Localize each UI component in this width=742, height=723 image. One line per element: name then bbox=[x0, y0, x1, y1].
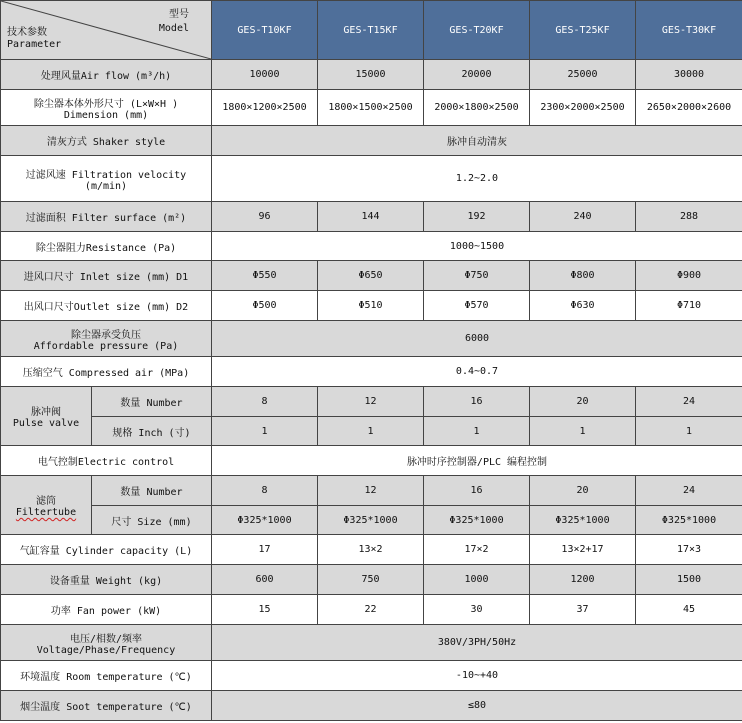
cell-value: 30000 bbox=[636, 60, 742, 90]
cell-value: -10~+40 bbox=[212, 661, 742, 691]
cell-value: 12 bbox=[318, 476, 424, 506]
row-label: 烟尘温度 Soot temperature (℃) bbox=[1, 691, 212, 721]
cell-value: 20000 bbox=[424, 60, 530, 90]
cell-value: 2650×2000×2600 bbox=[636, 90, 742, 126]
model-header: GES-T15KF bbox=[318, 1, 424, 60]
row-label-line: 电压/相数/频率 bbox=[69, 633, 143, 645]
cell-value: 16 bbox=[424, 476, 530, 506]
row-label: 过滤面积 Filter surface (m²) bbox=[1, 202, 212, 232]
group-label-line: Filtertube bbox=[15, 507, 77, 518]
model-header: GES-T30KF bbox=[636, 1, 742, 60]
row-voltage bbox=[1, 625, 742, 661]
row-label bbox=[1, 156, 212, 202]
row-resistance bbox=[1, 232, 742, 261]
cell-value: 240 bbox=[530, 202, 636, 232]
row-label-line: 除尘器承受负压 bbox=[71, 329, 141, 341]
row-label: 处理风量Air flow (m³/h) bbox=[1, 60, 212, 90]
cell-value: 25000 bbox=[530, 60, 636, 90]
row-label-line: Affordable pressure (Pa) bbox=[33, 340, 179, 352]
cell-value: 6000 bbox=[212, 321, 742, 357]
row-cylinder bbox=[1, 535, 742, 565]
cell-value: 17×2 bbox=[424, 535, 530, 565]
cell-value: 192 bbox=[424, 202, 530, 232]
row-room-temp bbox=[1, 661, 742, 691]
cell-value: Φ325*1000 bbox=[212, 506, 318, 535]
cell-value: 1 bbox=[424, 417, 530, 446]
cell-value: 8 bbox=[212, 387, 318, 417]
cell-value: 12 bbox=[318, 387, 424, 417]
row-airflow bbox=[1, 60, 742, 90]
cell-value: Φ800 bbox=[530, 261, 636, 291]
cell-value: 17 bbox=[212, 535, 318, 565]
row-label bbox=[1, 90, 212, 126]
group-label-pulse-valve bbox=[1, 387, 92, 446]
cell-value: 1800×1200×2500 bbox=[212, 90, 318, 126]
row-inlet bbox=[1, 261, 742, 291]
row-compressed-air bbox=[1, 357, 742, 387]
cell-value: 20 bbox=[530, 476, 636, 506]
cell-value: Φ710 bbox=[636, 291, 742, 321]
cell-value: 96 bbox=[212, 202, 318, 232]
parameter-label-en: Parameter bbox=[7, 39, 62, 50]
cell-value: 1 bbox=[318, 417, 424, 446]
cell-value: 脉冲时序控制器/PLC 编程控制 bbox=[212, 446, 742, 476]
corner-cell bbox=[1, 1, 212, 60]
row-outlet bbox=[1, 291, 742, 321]
row-label: 出风口尺寸Outlet size (mm) D2 bbox=[1, 291, 212, 321]
cell-value: Φ500 bbox=[212, 291, 318, 321]
row-label: 设备重量 Weight (kg) bbox=[1, 565, 212, 595]
cell-value: Φ325*1000 bbox=[636, 506, 742, 535]
row-label: 进风口尺寸 Inlet size (mm) D1 bbox=[1, 261, 212, 291]
row-label: 尺寸 Size (mm) bbox=[92, 506, 212, 535]
cell-value: 600 bbox=[212, 565, 318, 595]
row-shaker bbox=[1, 126, 742, 156]
group-label-line: Pulse valve bbox=[12, 418, 80, 429]
cell-value: Φ325*1000 bbox=[530, 506, 636, 535]
cell-value: Φ325*1000 bbox=[424, 506, 530, 535]
group-label-filtertube bbox=[1, 476, 92, 535]
model-header: GES-T10KF bbox=[212, 1, 318, 60]
cell-value: 13×2 bbox=[318, 535, 424, 565]
cell-value: 1.2~2.0 bbox=[212, 156, 742, 202]
row-filtration-velocity bbox=[1, 156, 742, 202]
cell-value: 1000~1500 bbox=[212, 232, 742, 261]
cell-value: 15000 bbox=[318, 60, 424, 90]
cell-value: 脉冲自动清灰 bbox=[212, 126, 742, 156]
row-filter-surface bbox=[1, 202, 742, 232]
cell-value: 1 bbox=[636, 417, 742, 446]
cell-value: 1 bbox=[212, 417, 318, 446]
cell-value: 0.4~0.7 bbox=[212, 357, 742, 387]
model-header: GES-T25KF bbox=[530, 1, 636, 60]
cell-value: 144 bbox=[318, 202, 424, 232]
cell-value: 13×2+17 bbox=[530, 535, 636, 565]
row-filtertube-number bbox=[1, 476, 742, 506]
cell-value: Φ750 bbox=[424, 261, 530, 291]
row-label bbox=[1, 625, 212, 661]
cell-value: 22 bbox=[318, 595, 424, 625]
row-label-line: Dimension (mm) bbox=[63, 109, 149, 121]
cell-value: 17×3 bbox=[636, 535, 742, 565]
cell-value: 24 bbox=[636, 476, 742, 506]
cell-value: 15 bbox=[212, 595, 318, 625]
group-label-line: 滤筒 bbox=[36, 496, 56, 507]
cell-value: 45 bbox=[636, 595, 742, 625]
cell-value: 1500 bbox=[636, 565, 742, 595]
cell-value: 288 bbox=[636, 202, 742, 232]
model-label-en: Model bbox=[158, 23, 189, 34]
row-label-line: Voltage/Phase/Frequency bbox=[36, 644, 176, 656]
group-label-line: 脉冲阀 bbox=[31, 407, 61, 418]
cell-value: Φ510 bbox=[318, 291, 424, 321]
row-label: 数量 Number bbox=[92, 476, 212, 506]
cell-value: 20 bbox=[530, 387, 636, 417]
cell-value: 1200 bbox=[530, 565, 636, 595]
row-label-line: 除尘器本体外形尺寸 (L×W×H ) bbox=[33, 98, 179, 110]
cell-value: Φ630 bbox=[530, 291, 636, 321]
cell-value: ≤80 bbox=[212, 691, 742, 721]
row-electric bbox=[1, 446, 742, 476]
cell-value: 8 bbox=[212, 476, 318, 506]
cell-value: Φ325*1000 bbox=[318, 506, 424, 535]
cell-value: Φ900 bbox=[636, 261, 742, 291]
row-pressure bbox=[1, 321, 742, 357]
cell-value: Φ550 bbox=[212, 261, 318, 291]
row-label: 压缩空气 Compressed air (MPa) bbox=[1, 357, 212, 387]
row-dimension bbox=[1, 90, 742, 126]
cell-value: 1 bbox=[530, 417, 636, 446]
model-header: GES-T20KF bbox=[424, 1, 530, 60]
cell-value: 2300×2000×2500 bbox=[530, 90, 636, 126]
cell-value: 16 bbox=[424, 387, 530, 417]
row-label: 环境温度 Room temperature (℃) bbox=[1, 661, 212, 691]
cell-value: 2000×1800×2500 bbox=[424, 90, 530, 126]
row-label: 电气控制Electric control bbox=[1, 446, 212, 476]
cell-value: 1800×1500×2500 bbox=[318, 90, 424, 126]
cell-value: 380V/3PH/50Hz bbox=[212, 625, 742, 661]
model-label-cn: 型号 bbox=[169, 9, 189, 20]
row-fan-power bbox=[1, 595, 742, 625]
cell-value: 37 bbox=[530, 595, 636, 625]
row-label: 数量 Number bbox=[92, 387, 212, 417]
row-label-line: 过滤风速 Filtration velocity bbox=[25, 169, 187, 181]
cell-value: 30 bbox=[424, 595, 530, 625]
row-label: 清灰方式 Shaker style bbox=[1, 126, 212, 156]
row-pulse-valve-number bbox=[1, 387, 742, 417]
row-weight bbox=[1, 565, 742, 595]
row-pulse-valve-spec bbox=[1, 417, 742, 446]
row-label: 功率 Fan power (kW) bbox=[1, 595, 212, 625]
row-soot-temp bbox=[1, 691, 742, 721]
parameter-label-cn: 技术参数 bbox=[7, 27, 47, 38]
header-row bbox=[1, 1, 742, 60]
cell-value: 750 bbox=[318, 565, 424, 595]
cell-value: 24 bbox=[636, 387, 742, 417]
cell-value: Φ570 bbox=[424, 291, 530, 321]
row-filtertube-size bbox=[1, 506, 742, 535]
row-label: 规格 Inch (寸) bbox=[92, 417, 212, 446]
row-label-line: (m/min) bbox=[84, 180, 128, 192]
cell-value: 1000 bbox=[424, 565, 530, 595]
row-label: 除尘器阻力Resistance (Pa) bbox=[1, 232, 212, 261]
row-label: 气缸容量 Cylinder capacity (L) bbox=[1, 535, 212, 565]
cell-value: 10000 bbox=[212, 60, 318, 90]
row-label bbox=[1, 321, 212, 357]
cell-value: Φ650 bbox=[318, 261, 424, 291]
